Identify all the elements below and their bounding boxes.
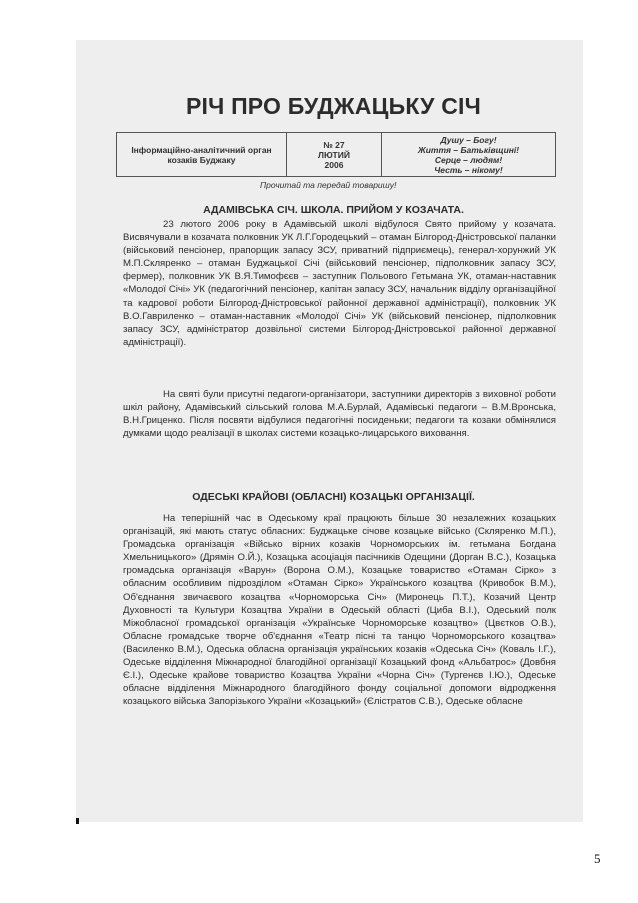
scan-edge-mark bbox=[76, 818, 79, 824]
section-heading: ОДЕСЬКІ КРАЙОВІ (ОБЛАСНІ) КОЗАЦЬКІ ОРГАНІЗАЦІЇ. bbox=[192, 491, 475, 503]
issue-year: 2006 bbox=[324, 159, 344, 170]
article-paragraph: На теперішній час в Одеському краї працюють більше 30 незалежних козацьких організацій, які мають статус обласних: Буджацьке січове козацьке військо (Скляренко М.П.), Громадська організація «Військо вірних козаків Чорноморських ім. гетьмана Богдана Хмельницького» (Дрямін О.Й.), Козацька асоціація пасічників Одещини (Дорган В.С.), Козацька громадська організація «Варун» (Ворона О.М.), Козацьке товариство «Отаман Сірко» з обласним особливим підрозділом «Отаман Сірко» Українського козацтва (Кривобок В.М.), Об'єднання звичаєвого козацтва «Чорноморська Січ» (Миронець П.Т.), Козачий Центр Духовності та Культури Козацтва України в Одеській області (Циба В.І.), Одеський полк Міжобласної громадської організація «Українське Чорноморське козацтво» (Цвєтков О.В.), Обласне громадське творче об'єднання «Театр пісні та танцю Чорноморського козацтва» (Василенко В.М.), Одеська обласна організація українських козаків «Одеська Січ» (Коваль І.Г.), Одеське відділення Міжнародної благодійної організації Козацький фонд «Альбатрос» (Довбня Є.І.), Одеське крайове товариство Козацтва України «Чорна Січ» (Тургенєв І.Ю.), Одеське обласне відділення Міжнародного благодійного фонду соціальної допомоги відродження козацького війська Запорізького України «Козацький» (Єлістратов С.В.), Одеське обласне bbox=[123, 513, 556, 708]
masthead-org: Інформаційно-аналітичний орган козаків Буджаку bbox=[117, 133, 287, 176]
page-number: 5 bbox=[594, 851, 601, 866]
masthead-issue-info bbox=[287, 133, 382, 176]
motto-line: Серце – людям! bbox=[434, 154, 503, 165]
masthead-box bbox=[116, 132, 556, 177]
motto-line: Честь – нікому! bbox=[434, 164, 503, 175]
article-paragraph: На святі були присутні педагоги-організатори, заступники директорів з виховної роботи шкіл району, Адамівський сільський голова М.А.Бурлай, Адамівські педагоги – В.М.Вронська, В.Н.Гриценко. Після посвяти відбулися педагогічні посиденьки; педагоги та козаки обмінялися думками щодо реалізації в школах системи козацько-лицарського виховання. bbox=[123, 389, 556, 440]
newsletter-title: РІЧ ПРО БУДЖАЦЬКУ СІЧ bbox=[185, 93, 481, 119]
issue-number: № 27 bbox=[323, 139, 345, 150]
tagline: Прочитай та передай товаришу! bbox=[260, 180, 397, 190]
motto-line: Душу – Богу! bbox=[440, 134, 497, 145]
section-heading: АДАМІВСЬКА СІЧ. ШКОЛА. ПРИЙОМ У КОЗАЧАТА. bbox=[203, 204, 464, 216]
article-paragraph: 23 лютого 2006 року в Адамівській школі відбулося Свято прийому у козачата. Висвячували в козачата полковник УК Л.Г.Городецький – отаман Білгород-Дністровської паланки (військовий пенсіонер, прапорщик запасу ЗСУ, приватний підприємець), генерал-хорунжий УК М.П.Скляренко – отаман Буджацької Січі (військовий пенсіонер, підполковник запасу ЗСУ, фермер), полковник УК В.Я.Тимофєєв – заступник Польового Гетьмана УК, отаман-наставник «Молодої Січі» УК (педагогічний пенсіонер, капітан запасу ЗСУ, начальник відділу організаційної та кадрової роботи Білгород-Дністровської районної державної адміністрації), полковник УК В.О.Гавриленко – отаман-наставник «Молодої Січі» УК (військовий пенсіонер, підполковник запасу ЗСУ, адміністратор дозвільної системи Білгород-Дністровської районної державної адміністрації). bbox=[123, 219, 556, 348]
motto-line: Життя – Батьківщині! bbox=[417, 144, 520, 155]
issue-month: ЛЮТИЙ bbox=[318, 149, 350, 160]
masthead-mottos bbox=[382, 133, 555, 176]
